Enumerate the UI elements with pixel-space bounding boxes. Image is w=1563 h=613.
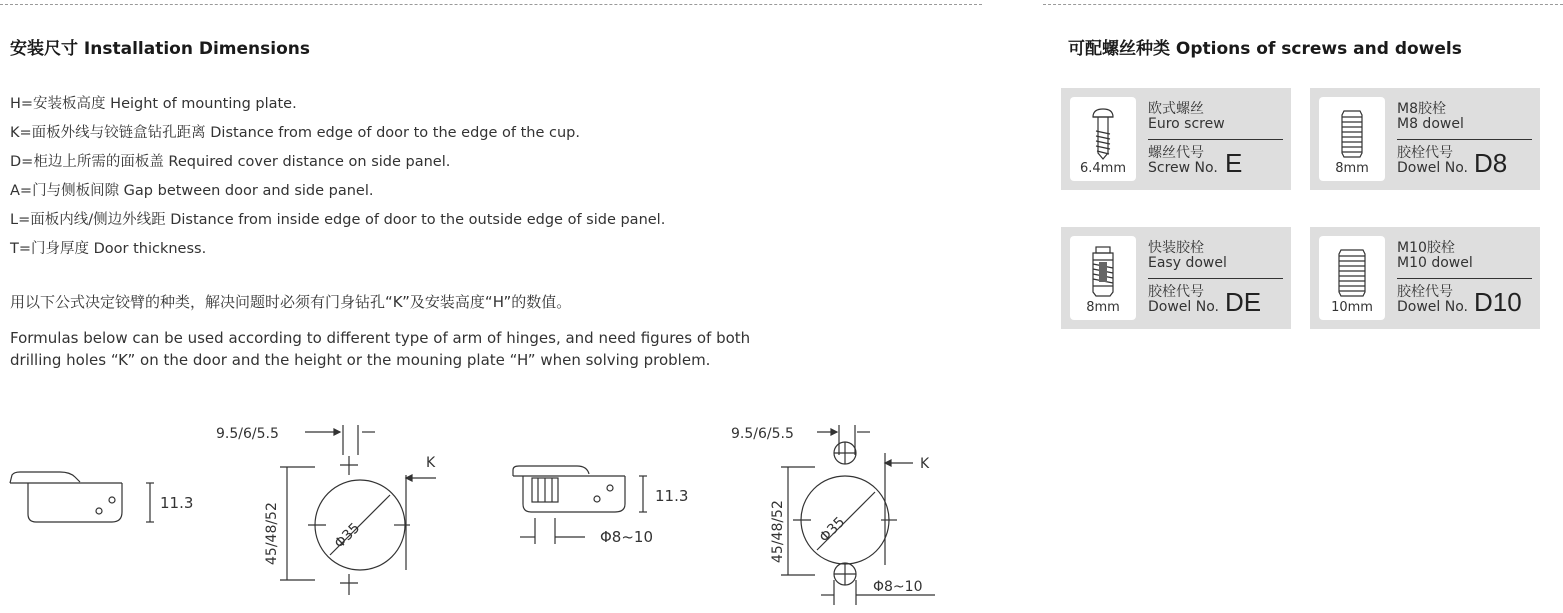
definition-l: L=面板内线/侧边外线距 Distance from inside edge of door to the outside edge of side panel.	[10, 212, 666, 228]
plate-side-drawing-3	[505, 460, 705, 555]
screw-card-m8	[1310, 88, 1540, 190]
formula-note-en-line1: Formulas below can be used according to different type of arm of hinges, and need figures of both	[10, 329, 751, 347]
definition-k: K=面板外线与铰链盒钻孔距离 Distance from edge of door to the edge of the cup.	[10, 125, 580, 141]
d4-top-label: 9.5/6/5.5	[731, 426, 794, 442]
m8-dowel-icon	[1319, 97, 1385, 181]
screw-code-cn: 螺丝代号	[1148, 145, 1204, 161]
definition-d: D=柜边上所需的面板盖 Required cover distance on side panel.	[10, 154, 451, 170]
cup-top-drawing-4	[725, 415, 975, 610]
dowel-name	[1397, 102, 1464, 132]
plate-side-drawing-1	[0, 460, 210, 540]
m10-dowel-size: 10mm	[1331, 300, 1373, 315]
dowel-name-en: M8 dowel	[1397, 116, 1464, 132]
card-divider	[1148, 139, 1283, 140]
easy-dowel-size: 8mm	[1086, 300, 1120, 315]
d4-dia-label: Φ35	[816, 514, 849, 546]
m10-dowel-code-cn: 胶栓代号	[1397, 284, 1453, 300]
formula-note-cn: 用以下公式决定铰臂的种类，解决问题时必须有门身钻孔“K”及安装高度“H”的数值。	[10, 293, 572, 311]
cup-top-drawing-2	[210, 415, 460, 600]
screw-name-en: Euro screw	[1148, 116, 1225, 132]
m10-dowel-icon	[1319, 236, 1385, 320]
screw-name	[1148, 102, 1225, 132]
easy-dowel-name-en: Easy dowel	[1148, 255, 1227, 271]
definition-a: A=门与侧板间隙 Gap between door and side panel.	[10, 183, 374, 199]
dowel-code-cn: 胶栓代号	[1397, 145, 1453, 161]
m10-dowel-code-label	[1397, 285, 1468, 315]
m10-dowel-code-en: Dowel No.	[1397, 299, 1468, 315]
card-divider	[1397, 139, 1532, 140]
screw-code-label	[1148, 146, 1218, 176]
easy-dowel-code-en: Dowel No.	[1148, 299, 1219, 315]
d4-side-label: 45/48/52	[770, 500, 786, 563]
screws-title: 可配螺丝种类 Options of screws and dowels	[1068, 39, 1462, 59]
easy-dowel-code: DE	[1225, 287, 1262, 317]
definition-h: H=安装板高度 Height of mounting plate.	[10, 96, 297, 112]
dowel-size: 8mm	[1335, 161, 1369, 176]
right-dashed-divider	[1043, 4, 1563, 5]
d2-top-label: 9.5/6/5.5	[216, 426, 279, 442]
d1-height-label: 11.3	[160, 494, 194, 512]
dowel-code: D8	[1474, 148, 1508, 178]
dowel-name-cn: M8胶栓	[1397, 101, 1446, 117]
card-divider	[1397, 278, 1532, 279]
d4-k-label: K	[920, 456, 930, 472]
easy-dowel-name	[1148, 241, 1227, 271]
d3-dowel-label: Φ8~10	[600, 528, 654, 546]
easy-dowel-icon	[1070, 236, 1136, 320]
d2-k-label: K	[426, 455, 436, 471]
screw-card-euro	[1061, 88, 1291, 190]
screw-code-en: Screw No.	[1148, 160, 1218, 176]
m10-dowel-name-cn: M10胶栓	[1397, 240, 1455, 256]
easy-dowel-code-label	[1148, 285, 1219, 315]
screw-size: 6.4mm	[1079, 161, 1126, 176]
m10-dowel-code: D10	[1474, 287, 1522, 317]
d2-side-label: 45/48/52	[264, 502, 280, 565]
left-dashed-divider	[0, 4, 982, 5]
easy-dowel-name-cn: 快装胶栓	[1148, 240, 1204, 256]
d3-height-label: 11.3	[655, 487, 689, 505]
screw-code: E	[1225, 148, 1243, 178]
dowel-code-en: Dowel No.	[1397, 160, 1468, 176]
m10-dowel-name-en: M10 dowel	[1397, 255, 1473, 271]
m10-dowel-name	[1397, 241, 1473, 271]
installation-title: 安装尺寸 Installation Dimensions	[10, 39, 310, 59]
d2-dia-label: Φ35	[331, 520, 364, 552]
screw-card-m10	[1310, 227, 1540, 329]
screw-card-easy	[1061, 227, 1291, 329]
easy-dowel-code-cn: 胶栓代号	[1148, 284, 1204, 300]
d4-dowel-label: Φ8~10	[873, 579, 923, 595]
card-divider	[1148, 278, 1283, 279]
definition-t: T=门身厚度 Door thickness.	[10, 241, 207, 257]
dowel-code-label	[1397, 146, 1468, 176]
euro-screw-icon	[1070, 97, 1136, 181]
screw-name-cn: 欧式螺丝	[1148, 101, 1204, 117]
formula-note-en-line2: drilling holes “K” on the door and the height or the mouning plate “H” when solving problem.	[10, 351, 711, 369]
